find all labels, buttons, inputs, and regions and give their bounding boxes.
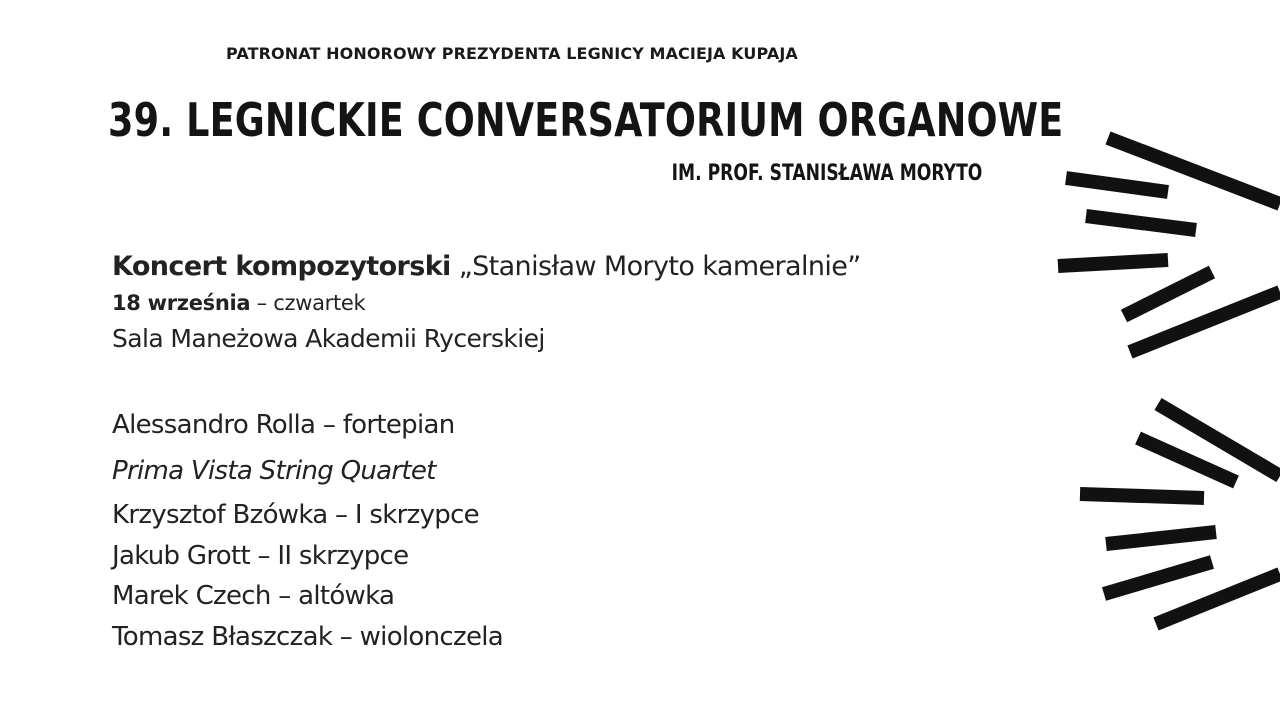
concert-type: Koncert kompozytorski — [112, 251, 451, 282]
brush-stroke-decor-icon — [1040, 120, 1280, 640]
brush-stroke — [1104, 562, 1212, 594]
event-block — [112, 247, 1032, 359]
soloist: Alessandro Rolla – fortepian — [112, 410, 455, 440]
date-line — [112, 287, 1032, 319]
concert-name: „Stanisław Moryto kameralnie” — [458, 251, 861, 282]
ensemble-member: Jakub Grott – II skrzypce — [112, 540, 409, 571]
ensemble-member: Tomasz Błaszczak – wiolonczela — [112, 621, 504, 652]
ensemble-member: Marek Czech – altówka — [112, 581, 395, 611]
concert-line — [112, 247, 1032, 287]
brush-stroke — [1156, 574, 1280, 624]
brush-stroke — [1158, 404, 1280, 476]
ensemble-name: Prima Vista String Quartet — [112, 456, 436, 486]
concert-weekday: – czwartek — [256, 291, 366, 315]
performers-list — [112, 404, 812, 657]
festival-subtitle: IM. PROF. STANISŁAWA MORYTO — [671, 161, 982, 186]
concert-date: 18 września — [112, 291, 251, 315]
festival-title: 39. LEGNICKIE CONVERSATORIUM ORGANOWE — [108, 93, 1064, 147]
ensemble-member: Krzysztof Bzówka – I skrzypce — [112, 500, 479, 530]
brush-stroke — [1086, 216, 1196, 230]
brush-stroke — [1124, 272, 1212, 316]
patronat-line: PATRONAT HONOROWY PREZYDENTA LEGNICY MACIEJA KUPAJA — [226, 44, 798, 63]
brush-stroke — [1066, 178, 1168, 192]
concert-venue: Sala Maneżowa Akademii Rycerskiej — [112, 324, 545, 353]
brush-stroke — [1106, 532, 1216, 544]
brush-stroke — [1058, 260, 1168, 266]
brush-stroke — [1080, 494, 1204, 498]
